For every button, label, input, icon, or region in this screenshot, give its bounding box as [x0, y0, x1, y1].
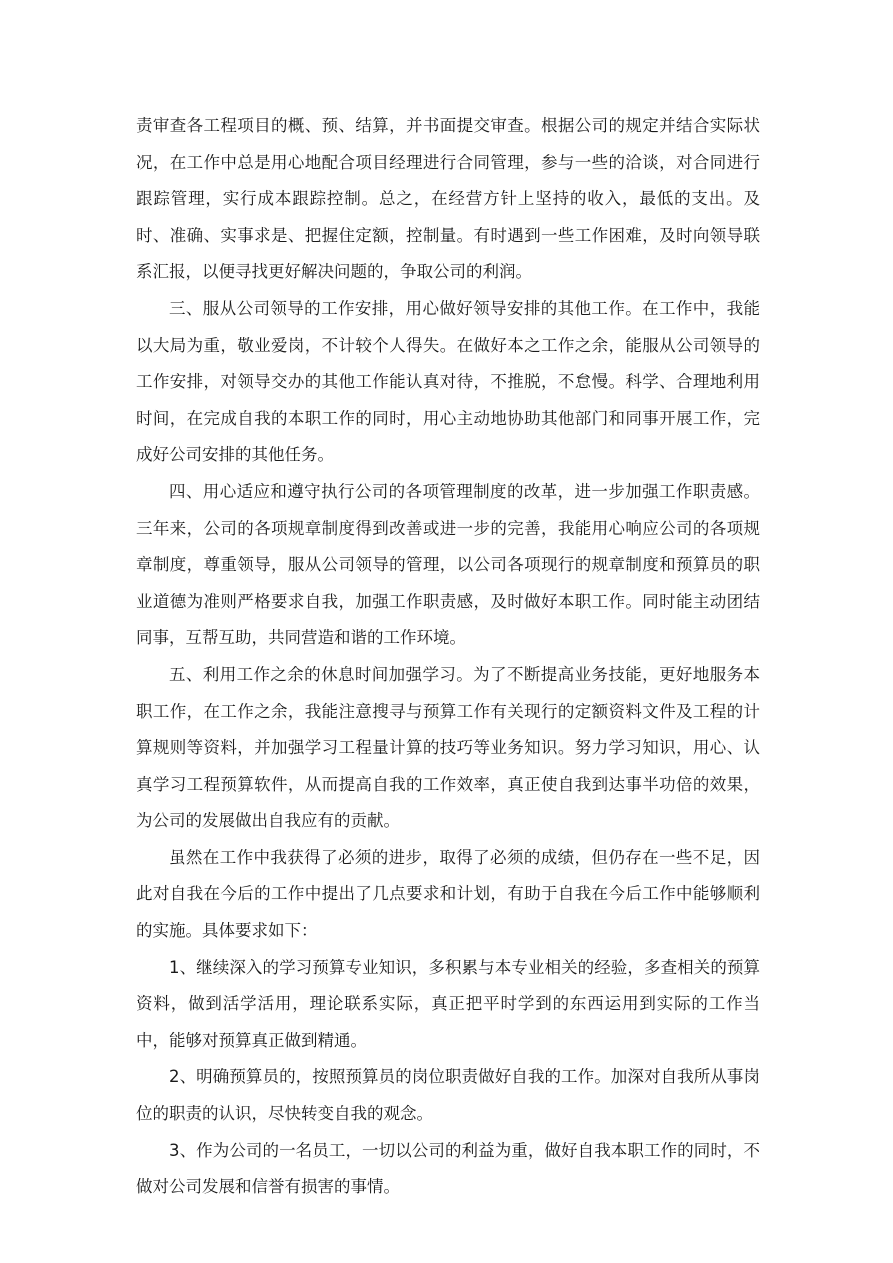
paragraph-4: 五、利用工作之余的休息时间加强学习。为了不断提高业务技能，更好地服务本职工作，在工作之余，我能注意搜寻与预算工作有关现行的定额资料文件及工程的计算规则等资料，并加强学习工程量计算的技巧等业务知识。努力学习知识，用心、认真学习工程预算软件，从而提高自我的工作效率，真正使自我到达事半功倍的效果，为公司的发展做出自我应有的贡献。: [136, 664, 760, 831]
paragraph-8: 3、作为公司的一名员工，一切以公司的利益为重，做好自我本职工作的同时，不做对公司发展和信誉有损害的事情。: [136, 1140, 760, 1197]
paragraph-7: 2、明确预算员的，按照预算员的岗位职责做好自我的工作。加深对自我所从事岗位的职责的认识，尽快转变自我的观念。: [136, 1067, 760, 1124]
paragraph-1: 责审查各工程项目的概、预、结算，并书面提交审查。根据公司的规定并结合实际状况，在工作中总是用心地配合项目经理进行合同管理，参与一些的洽谈，对合同进行跟踪管理，实行成本跟踪控制。总之，在经营方针上坚持的收入，最低的支出。及时、准确、实事求是、把握住定额，控制量。有时遇到一些工作困难，及时向领导联系汇报，以便寻找更好解决问题的，争取公司的利润。: [136, 116, 760, 282]
paragraph-3: 四、用心适应和遵守执行公司的各项管理制度的改革，进一步加强工作职责感。三年来，公司的各项规章制度得到改善或进一步的完善，我能用心响应公司的各项规章制度，尊重领导，服从公司领导的管理，以公司各项现行的规章制度和预算员的职业道德为准则严格要求自我，加强工作职责感，及时做好本职工作。同时能主动团结同事，互帮互助，共同营造和谐的工作环境。: [136, 481, 760, 648]
paragraph-6: 1、继续深入的学习预算专业知识，多积累与本专业相关的经验，多查相关的预算资料，做到活学活用，理论联系实际，真正把平时学到的东西运用到实际的工作当中，能够对预算真正做到精通。: [136, 957, 760, 1050]
document-body: [136, 108, 760, 1206]
paragraph-2: 三、服从公司领导的工作安排，用心做好领导安排的其他工作。在工作中，我能以大局为重，敬业爱岗，不计较个人得失。在做好本之工作之余，能服从公司领导的工作安排，对领导交办的其他工作能认真对待，不推脱，不怠慢。科学、合理地利用时间，在完成自我的本职工作的同时，用心主动地协助其他部门和同事开展工作，完成好公司安排的其他任务。: [136, 298, 760, 465]
paragraph-5: 虽然在工作中我获得了必须的进步，取得了必须的成绩，但仍存在一些不足，因此对自我在今后的工作中提出了几点要求和计划，有助于自我在今后工作中能够顺利的实施。具体要求如下：: [136, 847, 760, 941]
